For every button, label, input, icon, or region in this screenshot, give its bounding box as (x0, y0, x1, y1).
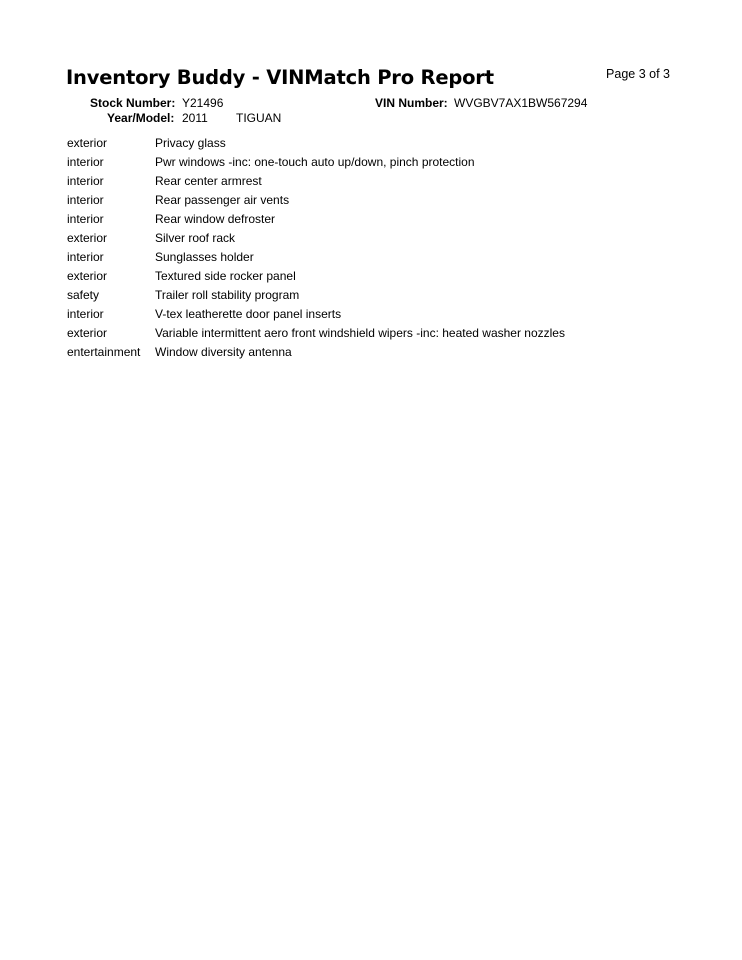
feature-row (67, 171, 687, 190)
report-title: Inventory Buddy - VINMatch Pro Report (66, 66, 494, 89)
feature-category: interior (67, 211, 104, 226)
feature-description: Rear window defroster (155, 211, 276, 226)
feature-description: Textured side rocker panel (155, 268, 296, 283)
feature-row (67, 209, 687, 228)
feature-description: Privacy glass (155, 135, 226, 150)
year-value: 2011 (182, 111, 208, 125)
feature-description: Rear passenger air vents (155, 192, 290, 207)
page-number: Page 3 of 3 (606, 67, 670, 81)
feature-category: exterior (67, 325, 108, 340)
feature-description: Variable intermittent aero front windshield wipers -inc: heated washer nozzles (155, 325, 565, 340)
feature-description: Rear center armrest (155, 173, 262, 188)
feature-description: Sunglasses holder (155, 249, 254, 264)
feature-category: interior (67, 192, 104, 207)
feature-category: safety (67, 287, 100, 302)
feature-row (67, 285, 687, 304)
feature-category: interior (67, 306, 104, 321)
year-model-label: Year/Model: (107, 111, 175, 125)
model-value: TIGUAN (236, 111, 282, 125)
feature-row (67, 152, 687, 171)
vin-number-label: VIN Number: (375, 96, 448, 110)
stock-number-value: Y21496 (182, 96, 224, 110)
feature-row (67, 247, 687, 266)
feature-description: V-tex leatherette door panel inserts (155, 306, 342, 321)
feature-description: Silver roof rack (155, 230, 236, 245)
stock-number-label: Stock Number: (90, 96, 176, 110)
feature-description: Window diversity antenna (155, 344, 292, 359)
feature-category: exterior (67, 230, 108, 245)
feature-row (67, 304, 687, 323)
feature-description: Pwr windows -inc: one-touch auto up/down, pinch protection (155, 154, 475, 169)
feature-row (67, 190, 687, 209)
features-list (67, 133, 687, 361)
feature-row (67, 266, 687, 285)
feature-category: interior (67, 173, 104, 188)
feature-category: exterior (67, 268, 108, 283)
feature-description: Trailer roll stability program (155, 287, 300, 302)
feature-row (67, 342, 687, 361)
feature-row (67, 228, 687, 247)
feature-category: entertainment (67, 344, 141, 359)
feature-category: interior (67, 249, 104, 264)
feature-category: interior (67, 154, 104, 169)
feature-row (67, 133, 687, 152)
vin-number-value: WVGBV7AX1BW567294 (454, 96, 588, 110)
feature-row (67, 323, 687, 342)
feature-category: exterior (67, 135, 108, 150)
